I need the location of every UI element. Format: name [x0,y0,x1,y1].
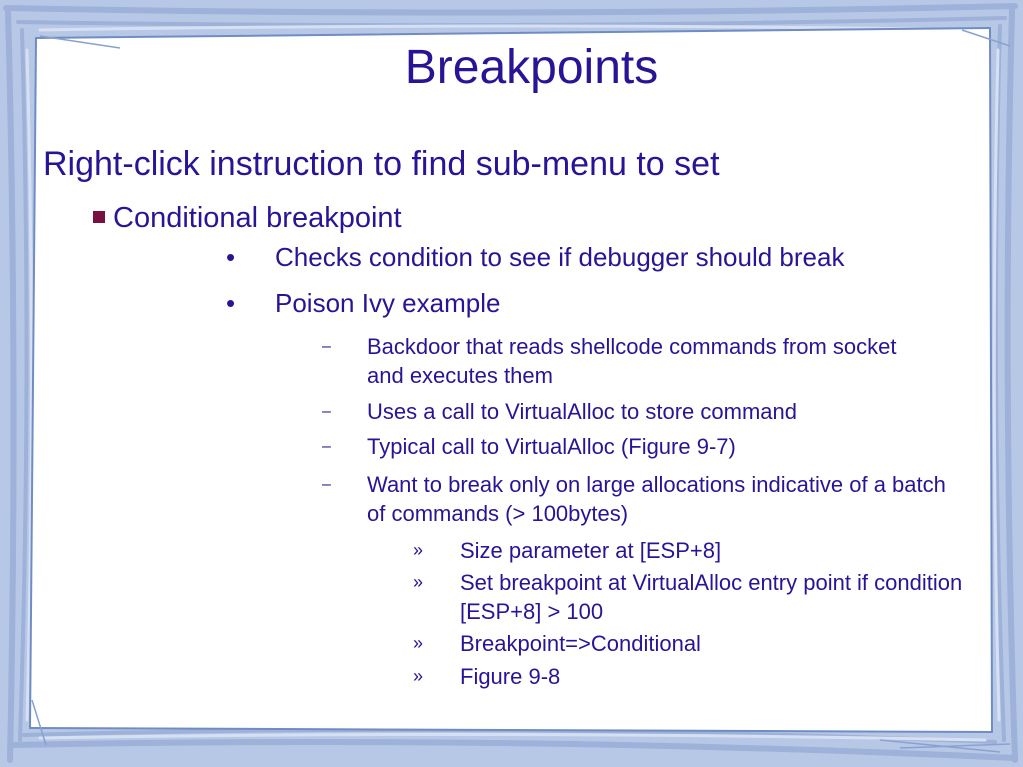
square-bullet-icon [93,211,105,223]
level1-item: Right-click instruction to find sub-menu to set [43,145,720,183]
round-bullet-icon: • [226,288,236,318]
level2-item [93,199,402,237]
round-bullet-icon: • [226,242,236,272]
dash-bullet-icon: – [322,476,331,493]
level3-text: Poison Ivy example [275,288,501,318]
level4-text: Uses a call to VirtualAlloc to store command [367,399,797,424]
level4-text: Backdoor that reads shellcode commands from socket and executes them [367,334,897,388]
slide-title: Breakpoints [404,41,659,94]
guillemet-bullet-icon: » [413,540,424,560]
level5-text: Size parameter at [ESP+8] [460,538,722,563]
level4-text: Typical call to VirtualAlloc (Figure 9-7) [367,434,736,459]
dash-bullet-icon: – [322,438,331,455]
level5-text: Set breakpoint at VirtualAlloc entry point if condition [ESP+8] > 100 [460,570,963,624]
level3-text: Checks condition to see if debugger should break [275,242,845,272]
dash-bullet-icon: – [322,338,331,355]
level2-text: Conditional breakpoint [113,202,402,234]
dash-bullet-icon: – [322,403,331,420]
level5-text: Figure 9-8 [460,664,561,689]
guillemet-bullet-icon: » [413,572,424,592]
guillemet-bullet-icon: » [413,666,424,686]
level5-text: Breakpoint=>Conditional [460,631,701,656]
level4-text: Want to break only on large allocations indicative of a batch of commands (> 100bytes) [367,472,946,526]
guillemet-bullet-icon: » [413,633,424,653]
